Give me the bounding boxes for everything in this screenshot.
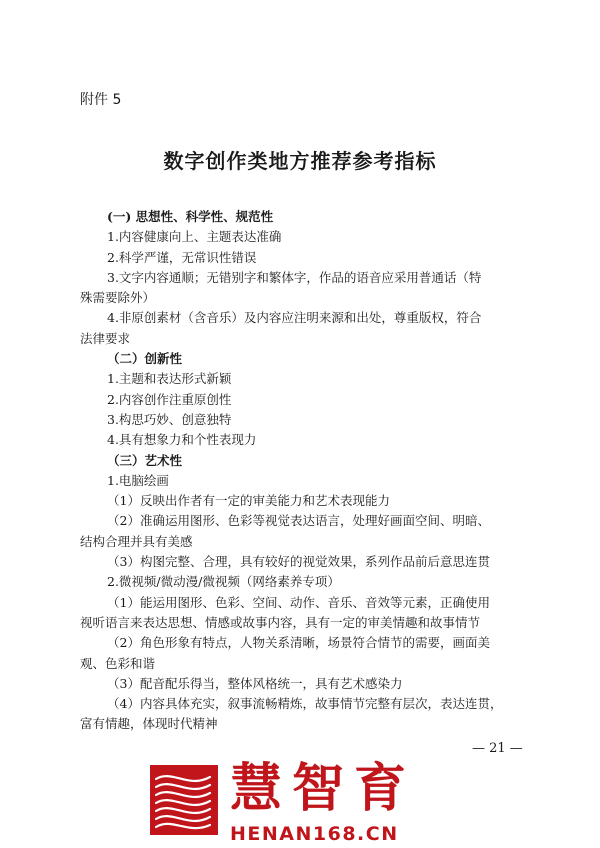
page-number: — 21 — xyxy=(472,741,523,756)
body-line: （1）能运用图形、色彩、空间、动作、音乐、音效等元素，正确使用 xyxy=(107,594,490,610)
body-line: （4）内容具体充实，叙事流畅精炼，故事情节完整有层次，表达连贯， xyxy=(107,696,503,712)
document-body xyxy=(80,207,520,735)
body-line: （2）准确运用图形、色彩等视觉表达语言，处理好画面空间、明暗、 xyxy=(107,513,490,529)
body-line: 4.具有想象力和个性表现力 xyxy=(107,432,257,448)
watermark-url: HENAN168.CN xyxy=(230,823,399,845)
body-line: （2）角色形象有特点，人物关系清晰，场景符合情节的需要，画面美 xyxy=(107,635,490,651)
body-line: 1.电脑绘画 xyxy=(107,472,169,488)
body-line: 结构合理并具有美感 xyxy=(80,533,193,549)
body-line: 2.内容创作注重原创性 xyxy=(107,391,232,407)
wave-logo-icon xyxy=(150,765,218,835)
section-heading: （三）艺术性 xyxy=(107,452,183,468)
document-title: 数字创作类地方推荐参考指标 xyxy=(163,149,437,173)
body-line: 3.文字内容通顺；无错别字和繁体字，作品的语音应采用普通话（特 xyxy=(107,269,482,285)
watermark-banner xyxy=(150,757,450,848)
body-line: 富有情趣，体现时代精神 xyxy=(80,716,218,732)
body-line: 观、色彩和谐 xyxy=(80,655,156,671)
body-line: （3）构图完整、合理，具有较好的视觉效果，系列作品前后意思连贯 xyxy=(107,554,490,570)
section-heading: (一) 思想性、科学性、规范性 xyxy=(107,209,274,224)
section-heading: （二）创新性 xyxy=(107,351,183,367)
body-line: 殊需要除外） xyxy=(80,290,156,306)
body-line: 法律要求 xyxy=(80,330,131,346)
body-line: 视听语言来表达思想、情感或故事内容，具有一定的审美情趣和故事情节 xyxy=(80,614,481,630)
body-line: 1.内容健康向上、主题表达准确 xyxy=(107,229,282,245)
watermark-brand: 慧智育 xyxy=(230,759,417,819)
body-line: 3.构思巧妙、创意独特 xyxy=(107,411,232,427)
attachment-label: 附件 5 xyxy=(80,92,122,108)
body-line: 4.非原创素材（含音乐）及内容应注明来源和出处，尊重版权，符合 xyxy=(107,310,482,326)
body-line: 1.主题和表达形式新颖 xyxy=(107,371,232,387)
body-line: （3）配音配乐得当，整体风格统一，具有艺术感染力 xyxy=(107,675,403,691)
body-line: （1）反映出作者有一定的审美能力和艺术表现能力 xyxy=(107,493,390,509)
body-line: 2.微视频/微动漫/微视频（网络素养专项） xyxy=(107,574,340,590)
body-line: 2.科学严谨，无常识性错误 xyxy=(107,249,257,265)
watermark-logo xyxy=(150,765,218,835)
